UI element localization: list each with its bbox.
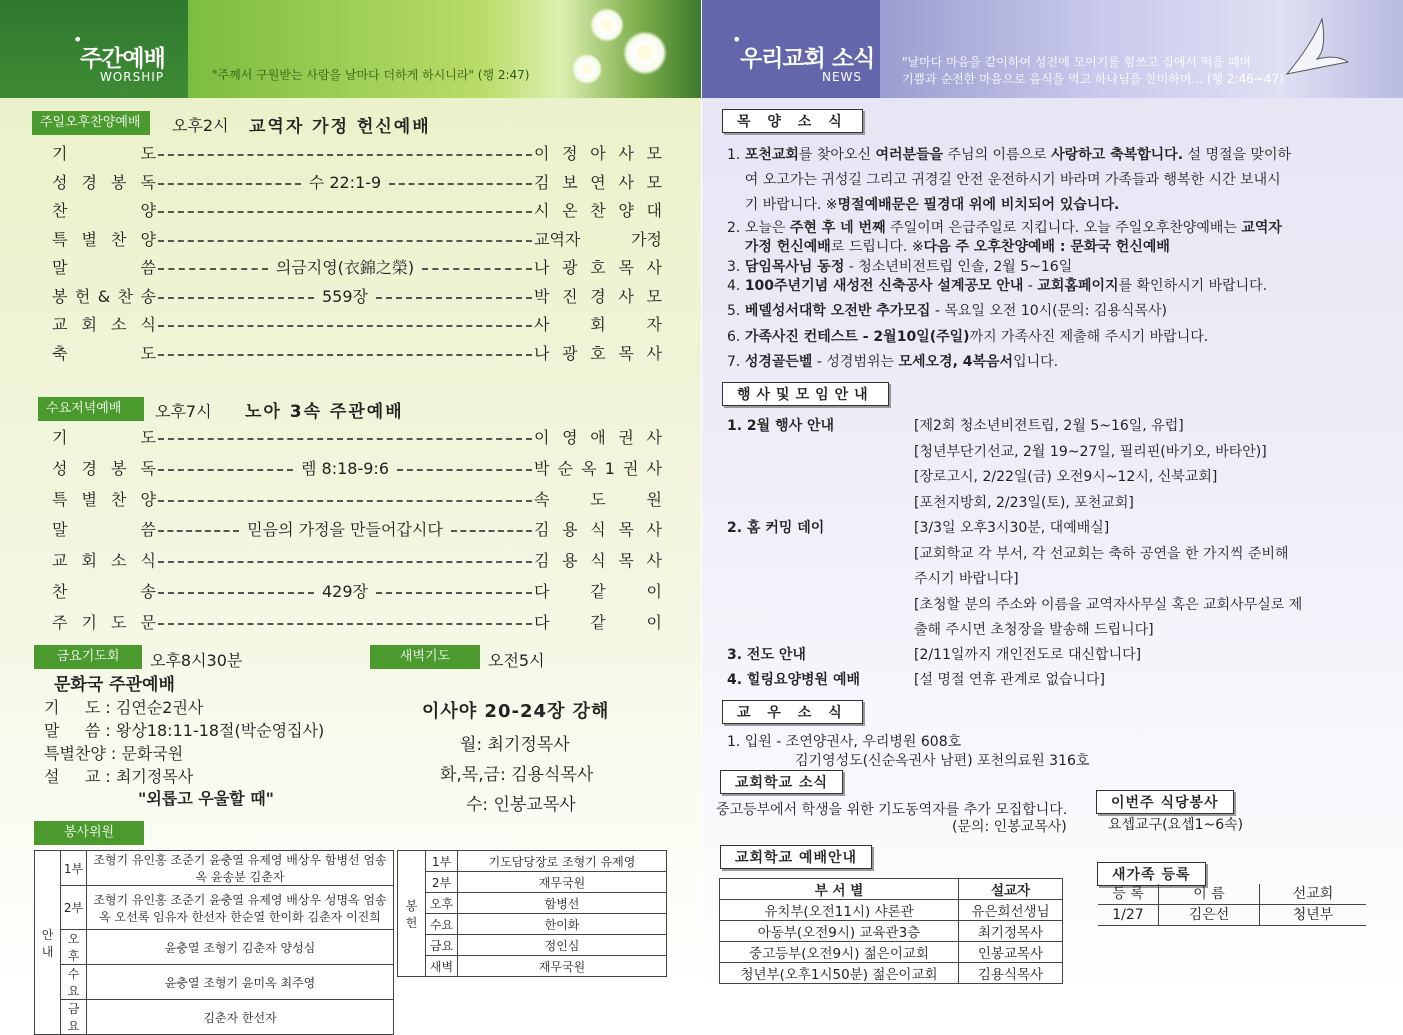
program-row (52, 285, 662, 309)
friday-line: 기 도 : 김연순2권사 (44, 698, 204, 717)
kitchen-head: 이번주 식당봉사 (1096, 790, 1234, 814)
program-person: 시 온 찬 양 대 (534, 201, 662, 220)
dawn-title: 이사야 20-24장 강해 (422, 701, 610, 722)
sparkle-icon: • (73, 30, 83, 49)
volunteers-tag: 봉사위원 (34, 821, 144, 845)
program-person: 속 도 원 (534, 489, 662, 509)
program-row (52, 142, 662, 166)
program-detail: 559장 (322, 286, 368, 306)
school-contact: (문의: 인봉교목사) (952, 819, 1067, 835)
program-label: 특 별 찬 양 (52, 489, 156, 509)
pastoral-item: 2. 오늘은 주현 후 네 번째 주일이며 은급주일로 지킵니다. 오늘 주일오후찬양예배는 교역자 가정 헌신예배로 드립니다. ※다음 주 오후찬양예배 : 문화국 헌신예배 (727, 220, 1282, 255)
program-label: 교 회 소 식 (52, 315, 156, 334)
dawn-line: 수: 인봉교목사 (466, 795, 576, 815)
program-detail: 의금지영(衣錦之榮) (275, 258, 415, 277)
program-label: 말 씀 (52, 520, 156, 540)
dawn-time: 오전5시 (488, 651, 545, 670)
program-label: 성 경 봉 독 (52, 172, 156, 192)
program-person: 사 회 자 (534, 315, 662, 334)
program-label: 교 회 소 식 (52, 551, 156, 571)
members-item: 김기영성도(신순옥권사 남편) 포천의료원 316호 (795, 753, 1090, 769)
bird-icon (1282, 14, 1352, 84)
events-head: 행사및모임안내 (722, 382, 889, 406)
pastoral-head: 목 양 소 식 (722, 109, 863, 133)
program-person: 이 정 아 사 모 (534, 144, 662, 163)
events-list: 1. 2월 행사 안내 [제2회 청소년비젼트립, 2월 5~16일, 유럽] [청년부단기선교, 2월 19~27일, 필리핀(바기오, 바타안)] [장로고시, 2/22일(금) 오전9시~12시, 신북교회] [포천지방회, 2/23일(토), 포천교회] 2. 홈 커밍 데이 [3/3일 오후3시30분, 대예배실] [교회학교 각 부서, 각 선교회는 축하 공연을 한 가지씩 준비해 주시기 바랍니다] [초청할 분의 주소와 이름을 교역자사무실 혹은 교회사무실로 제 출해 주시면 초청장을 발송해 드립니다] 3. 전도 안내 [2/11일까지 개인전도로 대신합니다] 4. 힐링요양병원 예배 [설 명절 연휴 관계로 없습니다] (727, 418, 1303, 688)
school-worship-head: 교회학교 예배안내 (720, 845, 872, 869)
friday-line: 말 씀 : 왕상18:11-18절(박순영집사) (44, 721, 325, 740)
sunday-title: 교역자 가정 헌신예배 (249, 117, 431, 137)
program-person: 김 보 연 사 모 (534, 172, 662, 192)
worship-subtitle: WORSHIP (100, 70, 165, 84)
friday-line: 설 교 : 최기정목사 (44, 767, 194, 786)
program-person: 다 같 이 (534, 582, 662, 601)
pastoral-item: 6. 가족사진 컨테스트 - 2월10일(주일)까지 가족사진 제출해 주시기 바랍니다. (727, 329, 1209, 345)
program-label: 주 기 도 문 (52, 612, 156, 632)
program-label: 봉 헌 & 찬 송 (52, 286, 156, 306)
news-quote-line2: 기쁨과 순전한 마음으로 음식을 먹고 하나님을 찬미하며... (행 2:46~47) (902, 72, 1284, 86)
dawn-tag: 새벽기도 (370, 645, 480, 669)
program-row (52, 171, 662, 195)
news-subtitle: NEWS (822, 70, 863, 84)
newcomer-table: 등 록 이 름 선교회 1/27 김은선 청년부 (1098, 884, 1366, 926)
worship-title: 주간예배 (80, 46, 165, 72)
pastoral-item: 7. 성경골든벨 - 성경범위는 모세오경, 4복음서입니다. (727, 354, 1059, 370)
friday-title: 문화국 주관예배 (54, 675, 175, 695)
program-label: 성 경 봉 독 (52, 458, 156, 478)
pastoral-item: 1. 포천교회를 찾아오신 여러분들을 주님의 이름으로 사랑하고 축복합니다. 설 명절을 맞이하 여 오고가는 귀성길 그리고 귀경길 안전 운전하시기 바라며 가족들과 행복한 시간 보내시 기 바랍니다. ※명절예배문은 필경대 위에 비치되어 있습니다. (727, 147, 1292, 213)
program-person: 김 용 식 목 사 (534, 520, 662, 540)
program-detail: 믿음의 가정을 만들어갑시다 (247, 520, 443, 540)
program-person: 박 진 경 사 모 (534, 286, 662, 306)
friday-sermon: "외롭고 우울할 때" (138, 789, 275, 808)
program-row (52, 457, 662, 481)
program-person: 교역자 가정 (534, 229, 662, 249)
members-item: 1. 입원 - 조연양권사, 우리병원 608호 (727, 734, 962, 750)
program-label: 특 별 찬 양 (52, 229, 156, 249)
program-label: 기 도 (52, 144, 156, 163)
program-row (52, 228, 662, 252)
kitchen-text: 요셉교구(요셉1~6속) (1108, 817, 1244, 833)
news-title: 우리교회 소식 (740, 46, 875, 72)
newcomer-head: 새가족 등록 (1097, 862, 1206, 886)
sunday-tag: 주일오후찬양예배 (32, 111, 150, 135)
dawn-line: 화,목,금: 김용식목사 (440, 765, 594, 785)
program-row (52, 580, 662, 604)
wednesday-tag: 수요저녁예배 (38, 397, 144, 421)
program-detail: 렘 8:18-9:6 (301, 458, 389, 478)
wednesday-time: 오후7시 (155, 402, 212, 421)
program-label: 찬 양 (52, 201, 156, 220)
flower-icon (590, 8, 624, 42)
sparkle-icon: • (732, 30, 742, 49)
group-label: 안내 (35, 851, 61, 1035)
guide-volunteers-table: 안내 1부 조형기 유인홍 조준기 윤충열 유제영 배상우 함병선 엄송옥 윤송분 김춘자 2부 조형기 유인홍 조준기 윤충열 유제영 배상우 성명옥 엄송옥 오선록 임유자 한선자 한순열 한이화 김춘자 이진희 오후 윤충열 조형기 김춘자 양성심 수요 윤충열 조형기 윤미옥 최주영 금요 김춘자 한선자 (34, 850, 394, 1035)
program-row (52, 342, 662, 366)
wednesday-title: 노아 3속 주관예배 (245, 402, 404, 422)
program-label: 말 씀 (52, 258, 156, 277)
program-label: 찬 송 (52, 582, 156, 601)
program-row (52, 256, 662, 280)
program-row (52, 426, 662, 450)
members-head: 교 우 소 식 (722, 700, 863, 724)
program-person: 나 광 호 목 사 (534, 343, 662, 363)
program-detail: 429장 (322, 582, 368, 601)
program-row (52, 199, 662, 223)
flower-icon (623, 31, 667, 75)
offering-volunteers-table: 봉헌 1부 기도담당장로 조형기 유제영 2부 재무국원 오후 함병선 수요 한이화 금요 정인심 새벽 재무국원 (397, 850, 667, 977)
friday-time: 오후8시30분 (150, 651, 243, 670)
program-row (52, 313, 662, 337)
program-detail: 수 22:1-9 (308, 172, 382, 192)
program-row (52, 549, 662, 573)
friday-tag: 금요기도회 (34, 645, 142, 669)
program-row (52, 488, 662, 512)
program-row (52, 611, 662, 635)
program-person: 김 용 식 목 사 (534, 551, 662, 571)
program-person: 다 같 이 (534, 612, 662, 632)
program-person: 이 영 애 권 사 (534, 428, 662, 447)
school-head: 교회학교 소식 (720, 770, 843, 794)
dawn-line: 월: 최기정목사 (460, 735, 570, 755)
pastoral-item: 3. 담임목사님 동정 - 청소년비전트립 인솔, 2월 5~16일 (727, 259, 1073, 275)
program-row (52, 518, 662, 542)
news-header (702, 0, 1403, 98)
program-label: 축 도 (52, 343, 156, 363)
pastoral-item: 4. 100주년기념 새성전 신축공사 설계공모 안내 - 교회홈페이지를 확인하시기 바랍니다. (727, 278, 1268, 294)
program-label: 기 도 (52, 428, 156, 447)
news-quote-line1: "날마다 마음을 같이하여 성전에 모이기를 힘쓰고 집에서 떡을 떼며 (902, 55, 1252, 69)
friday-line: 특별찬양 : 문화국원 (44, 744, 184, 763)
worship-quote: "주께서 구원받는 사람을 날마다 더하게 하시니라" (행 2:47) (212, 68, 530, 82)
school-worship-table: 부 서 별 설교자 유치부(오전11시) 샤론관 유은희선생님 아동부(오전9시) 교육관3층 최기정목사 중고등부(오전9시) 젊은이교회 인봉교목사 청년부(오후1시50분) 젊은이교회 김용식목사 (719, 878, 1063, 984)
pastoral-item: 5. 베델성서대학 오전반 추가모집 - 목요일 오전 10시(문의: 김용식목사) (727, 303, 1167, 319)
program-person: 나 광 호 목 사 (534, 258, 662, 277)
program-person: 박 순 옥 1 권 사 (534, 458, 662, 478)
worship-header (0, 0, 701, 98)
school-text: 중고등부에서 학생을 위한 기도동역자를 추가 모집합니다. (716, 802, 1068, 818)
sunday-time: 오후2시 (172, 116, 229, 135)
flower-icon (572, 54, 603, 85)
